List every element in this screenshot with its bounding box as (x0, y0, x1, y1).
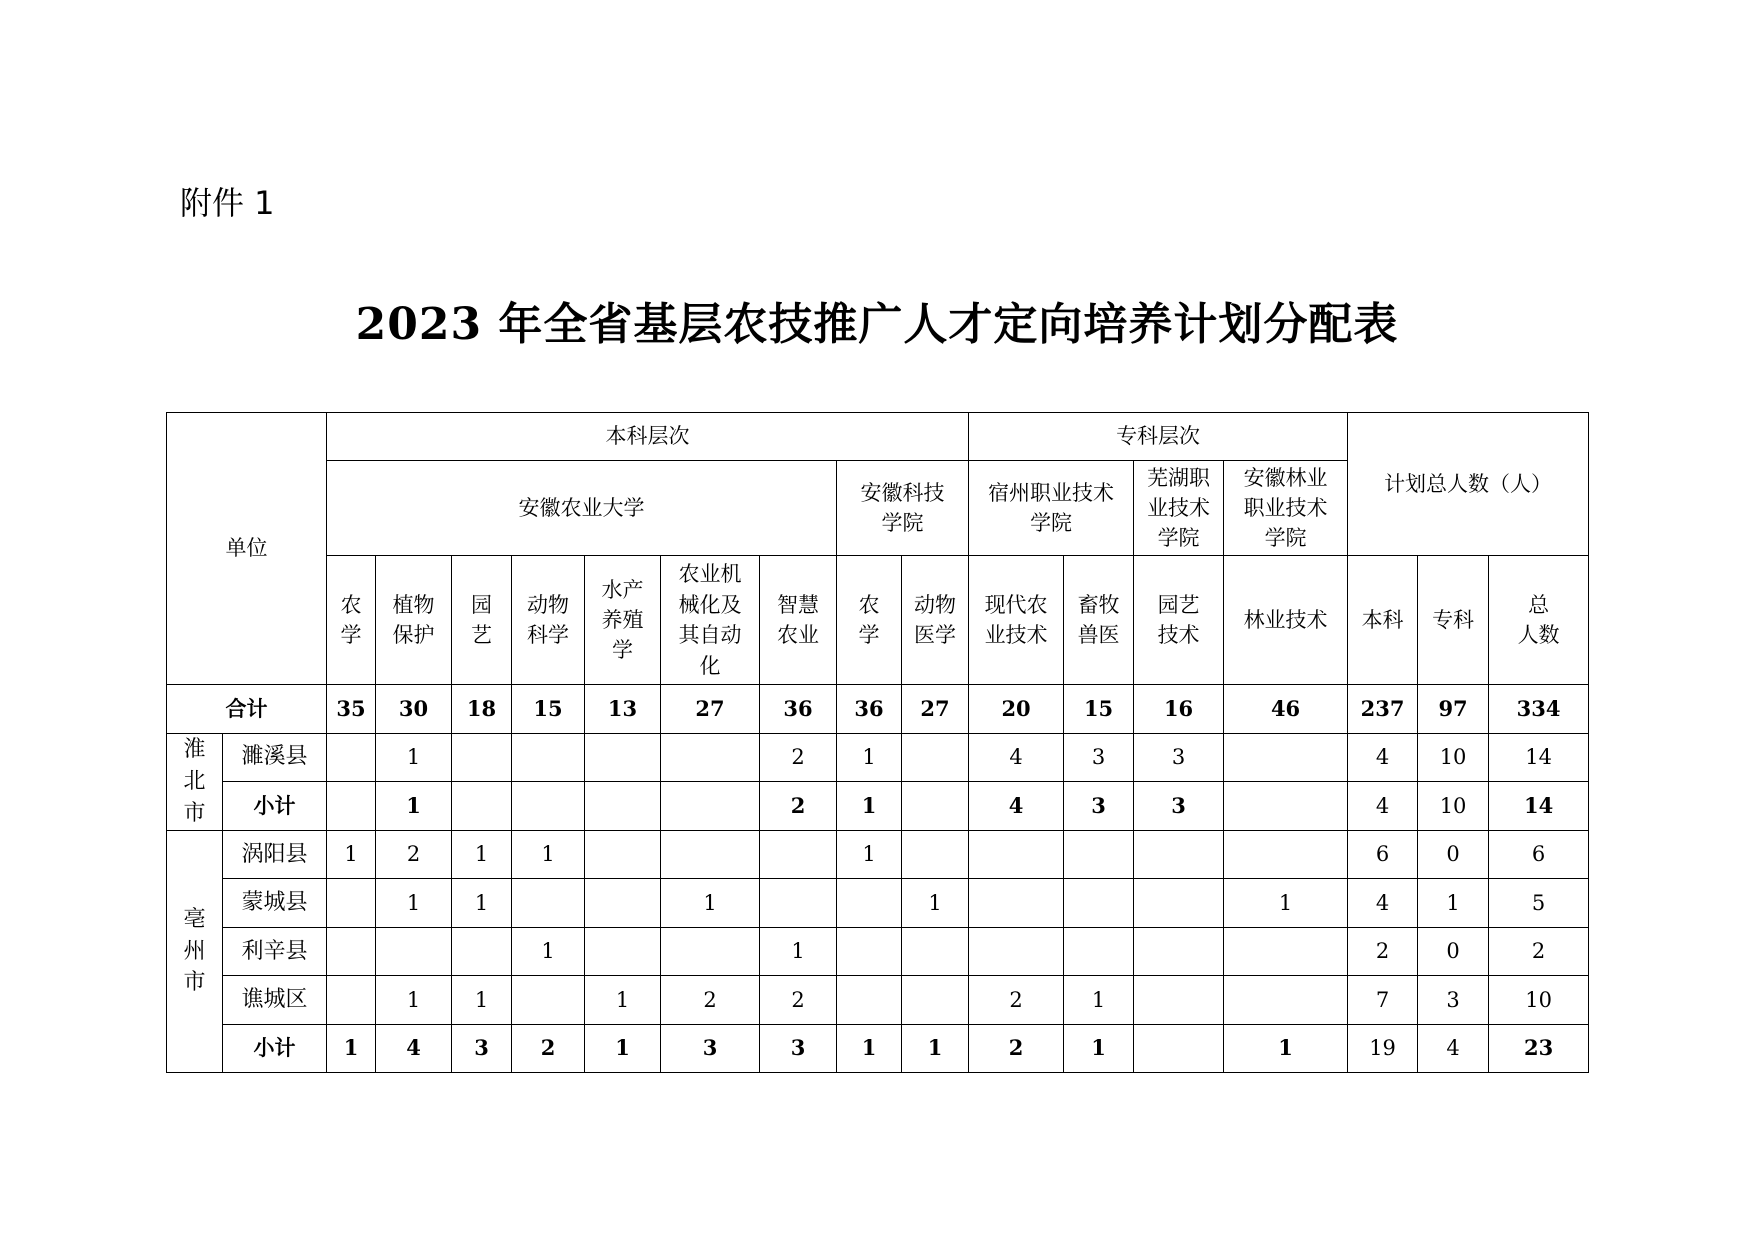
page-title: 2023 年全省基层农技推广人才定向培养计划分配表 (355, 299, 1399, 350)
data-cell: 19 (1348, 1024, 1418, 1072)
data-cell: 10 (1418, 782, 1489, 831)
data-cell: 1 (760, 927, 837, 975)
data-cell: 1 (585, 976, 661, 1024)
data-cell: 1 (902, 879, 969, 927)
data-cell (327, 733, 376, 782)
data-cell: 1 (376, 879, 452, 927)
data-cell (1134, 831, 1224, 879)
major-header: 农 学 (837, 556, 902, 685)
data-cell (969, 927, 1064, 975)
data-cell (1134, 927, 1224, 975)
total-cell: 46 (1224, 685, 1348, 733)
data-cell: 4 (1348, 879, 1418, 927)
data-cell: 5 (1489, 879, 1589, 927)
data-cell (837, 927, 902, 975)
data-cell (1224, 733, 1348, 782)
data-cell (760, 831, 837, 879)
data-cell (969, 879, 1064, 927)
data-cell: 1 (376, 782, 452, 831)
subtotal-row (167, 782, 1589, 831)
data-cell: 1 (452, 976, 512, 1024)
data-cell: 2 (661, 976, 760, 1024)
data-cell: 1 (1224, 1024, 1348, 1072)
data-cell: 3 (760, 1024, 837, 1072)
data-cell: 1 (452, 831, 512, 879)
table-row (167, 831, 1589, 879)
allocation-table (166, 412, 1589, 1073)
major-header: 农 学 (327, 556, 376, 685)
total-cell: 36 (837, 685, 902, 733)
data-cell (452, 782, 512, 831)
data-cell: 0 (1418, 927, 1489, 975)
data-cell (969, 831, 1064, 879)
data-cell: 1 (327, 1024, 376, 1072)
data-cell: 2 (512, 1024, 585, 1072)
data-cell (585, 879, 661, 927)
major-header: 总 人数 (1489, 556, 1589, 685)
data-cell (327, 782, 376, 831)
data-cell (1134, 976, 1224, 1024)
total-row-label: 合计 (167, 685, 327, 733)
major-header: 林业技术 (1224, 556, 1348, 685)
data-cell: 14 (1489, 782, 1589, 831)
data-cell (837, 976, 902, 1024)
data-cell (585, 733, 661, 782)
data-cell: 3 (1064, 733, 1134, 782)
data-cell (1224, 927, 1348, 975)
data-cell (376, 927, 452, 975)
major-header: 动物 科学 (512, 556, 585, 685)
total-cell: 35 (327, 685, 376, 733)
school-header: 宿州职业技术 学院 (969, 461, 1134, 556)
total-cell: 18 (452, 685, 512, 733)
data-cell (512, 976, 585, 1024)
table-row (167, 976, 1589, 1024)
total-cell: 20 (969, 685, 1064, 733)
subtotal-row (167, 1024, 1589, 1072)
data-cell (661, 733, 760, 782)
county-name: 谯城区 (223, 976, 327, 1024)
data-cell: 1 (837, 782, 902, 831)
data-cell (327, 976, 376, 1024)
city-name: 亳 州 市 (167, 831, 223, 1073)
major-header: 农业机 械化及 其自动 化 (661, 556, 760, 685)
data-cell: 3 (1134, 733, 1224, 782)
college-level-header: 专科层次 (969, 413, 1348, 461)
attachment-label: 附件 1 (180, 184, 275, 222)
data-cell: 1 (902, 1024, 969, 1072)
major-header: 现代农 业技术 (969, 556, 1064, 685)
subtotal-label: 小计 (223, 782, 327, 831)
data-cell: 23 (1489, 1024, 1589, 1072)
data-cell: 2 (376, 831, 452, 879)
data-cell: 0 (1418, 831, 1489, 879)
data-cell (902, 733, 969, 782)
data-cell: 2 (760, 976, 837, 1024)
data-cell: 4 (1348, 733, 1418, 782)
data-cell: 1 (512, 927, 585, 975)
data-cell: 1 (1418, 879, 1489, 927)
school-header: 芜湖职 业技术 学院 (1134, 461, 1224, 556)
data-cell (327, 879, 376, 927)
data-cell (1224, 831, 1348, 879)
county-name: 濉溪县 (223, 733, 327, 782)
county-name: 利辛县 (223, 927, 327, 975)
data-cell: 1 (837, 1024, 902, 1072)
data-cell (1134, 879, 1224, 927)
data-cell: 1 (585, 1024, 661, 1072)
data-cell (585, 782, 661, 831)
county-name: 涡阳县 (223, 831, 327, 879)
data-cell: 4 (376, 1024, 452, 1072)
data-cell (661, 782, 760, 831)
total-cell: 36 (760, 685, 837, 733)
data-cell: 1 (837, 831, 902, 879)
total-cell: 15 (1064, 685, 1134, 733)
data-cell: 4 (969, 733, 1064, 782)
data-cell: 1 (661, 879, 760, 927)
data-cell (902, 927, 969, 975)
data-cell: 3 (452, 1024, 512, 1072)
major-header: 园 艺 (452, 556, 512, 685)
data-cell: 2 (760, 782, 837, 831)
unit-header: 单位 (167, 413, 327, 685)
city-name: 淮 北 市 (167, 733, 223, 830)
school-header: 安徽科技 学院 (837, 461, 969, 556)
total-cell: 15 (512, 685, 585, 733)
data-cell: 1 (327, 831, 376, 879)
data-cell: 6 (1489, 831, 1589, 879)
data-cell: 2 (969, 976, 1064, 1024)
major-header: 本科 (1348, 556, 1418, 685)
data-cell: 1 (1224, 879, 1348, 927)
data-cell (837, 879, 902, 927)
data-cell (452, 927, 512, 975)
data-cell: 3 (1418, 976, 1489, 1024)
major-header: 专科 (1418, 556, 1489, 685)
data-cell: 1 (376, 976, 452, 1024)
data-cell (661, 831, 760, 879)
total-cell: 13 (585, 685, 661, 733)
data-cell (902, 831, 969, 879)
data-cell (585, 927, 661, 975)
data-cell (902, 976, 969, 1024)
major-header: 园艺 技术 (1134, 556, 1224, 685)
data-cell: 1 (1064, 1024, 1134, 1072)
data-cell: 2 (1489, 927, 1589, 975)
total-cell: 16 (1134, 685, 1224, 733)
data-cell: 1 (376, 733, 452, 782)
table-row (167, 927, 1589, 975)
data-cell (512, 782, 585, 831)
data-cell: 6 (1348, 831, 1418, 879)
total-cell: 237 (1348, 685, 1418, 733)
data-cell: 2 (1348, 927, 1418, 975)
data-cell: 4 (1348, 782, 1418, 831)
total-cell: 334 (1489, 685, 1589, 733)
data-cell: 1 (1064, 976, 1134, 1024)
table-row (167, 879, 1589, 927)
total-cell: 30 (376, 685, 452, 733)
undergrad-level-header: 本科层次 (327, 413, 969, 461)
data-cell (760, 879, 837, 927)
data-cell (512, 733, 585, 782)
data-cell: 1 (452, 879, 512, 927)
data-cell (1134, 1024, 1224, 1072)
school-header: 安徽林业 职业技术 学院 (1224, 461, 1348, 556)
data-cell: 1 (837, 733, 902, 782)
data-cell: 10 (1489, 976, 1589, 1024)
data-cell: 2 (969, 1024, 1064, 1072)
table-row (167, 733, 1589, 782)
major-header: 植物 保护 (376, 556, 452, 685)
data-cell: 4 (1418, 1024, 1489, 1072)
data-cell: 3 (1064, 782, 1134, 831)
data-cell: 7 (1348, 976, 1418, 1024)
data-cell: 3 (1134, 782, 1224, 831)
county-name: 蒙城县 (223, 879, 327, 927)
data-cell (512, 879, 585, 927)
total-cell: 97 (1418, 685, 1489, 733)
data-cell (1064, 927, 1134, 975)
data-cell (327, 927, 376, 975)
total-cell: 27 (902, 685, 969, 733)
data-cell (1224, 782, 1348, 831)
total-cell: 27 (661, 685, 760, 733)
data-cell: 1 (512, 831, 585, 879)
major-header: 智慧 农业 (760, 556, 837, 685)
data-cell: 14 (1489, 733, 1589, 782)
data-cell (452, 733, 512, 782)
data-cell: 3 (661, 1024, 760, 1072)
data-cell (661, 927, 760, 975)
data-cell: 2 (760, 733, 837, 782)
major-header: 动物 医学 (902, 556, 969, 685)
major-header: 畜牧 兽医 (1064, 556, 1134, 685)
data-cell (1064, 879, 1134, 927)
major-header: 水产 养殖 学 (585, 556, 661, 685)
data-cell: 10 (1418, 733, 1489, 782)
subtotal-label: 小计 (223, 1024, 327, 1072)
total-plan-header: 计划总人数（人） (1348, 413, 1589, 556)
data-cell (1224, 976, 1348, 1024)
data-cell (902, 782, 969, 831)
data-cell (1064, 831, 1134, 879)
data-cell (585, 831, 661, 879)
school-header: 安徽农业大学 (327, 461, 837, 556)
data-cell: 4 (969, 782, 1064, 831)
